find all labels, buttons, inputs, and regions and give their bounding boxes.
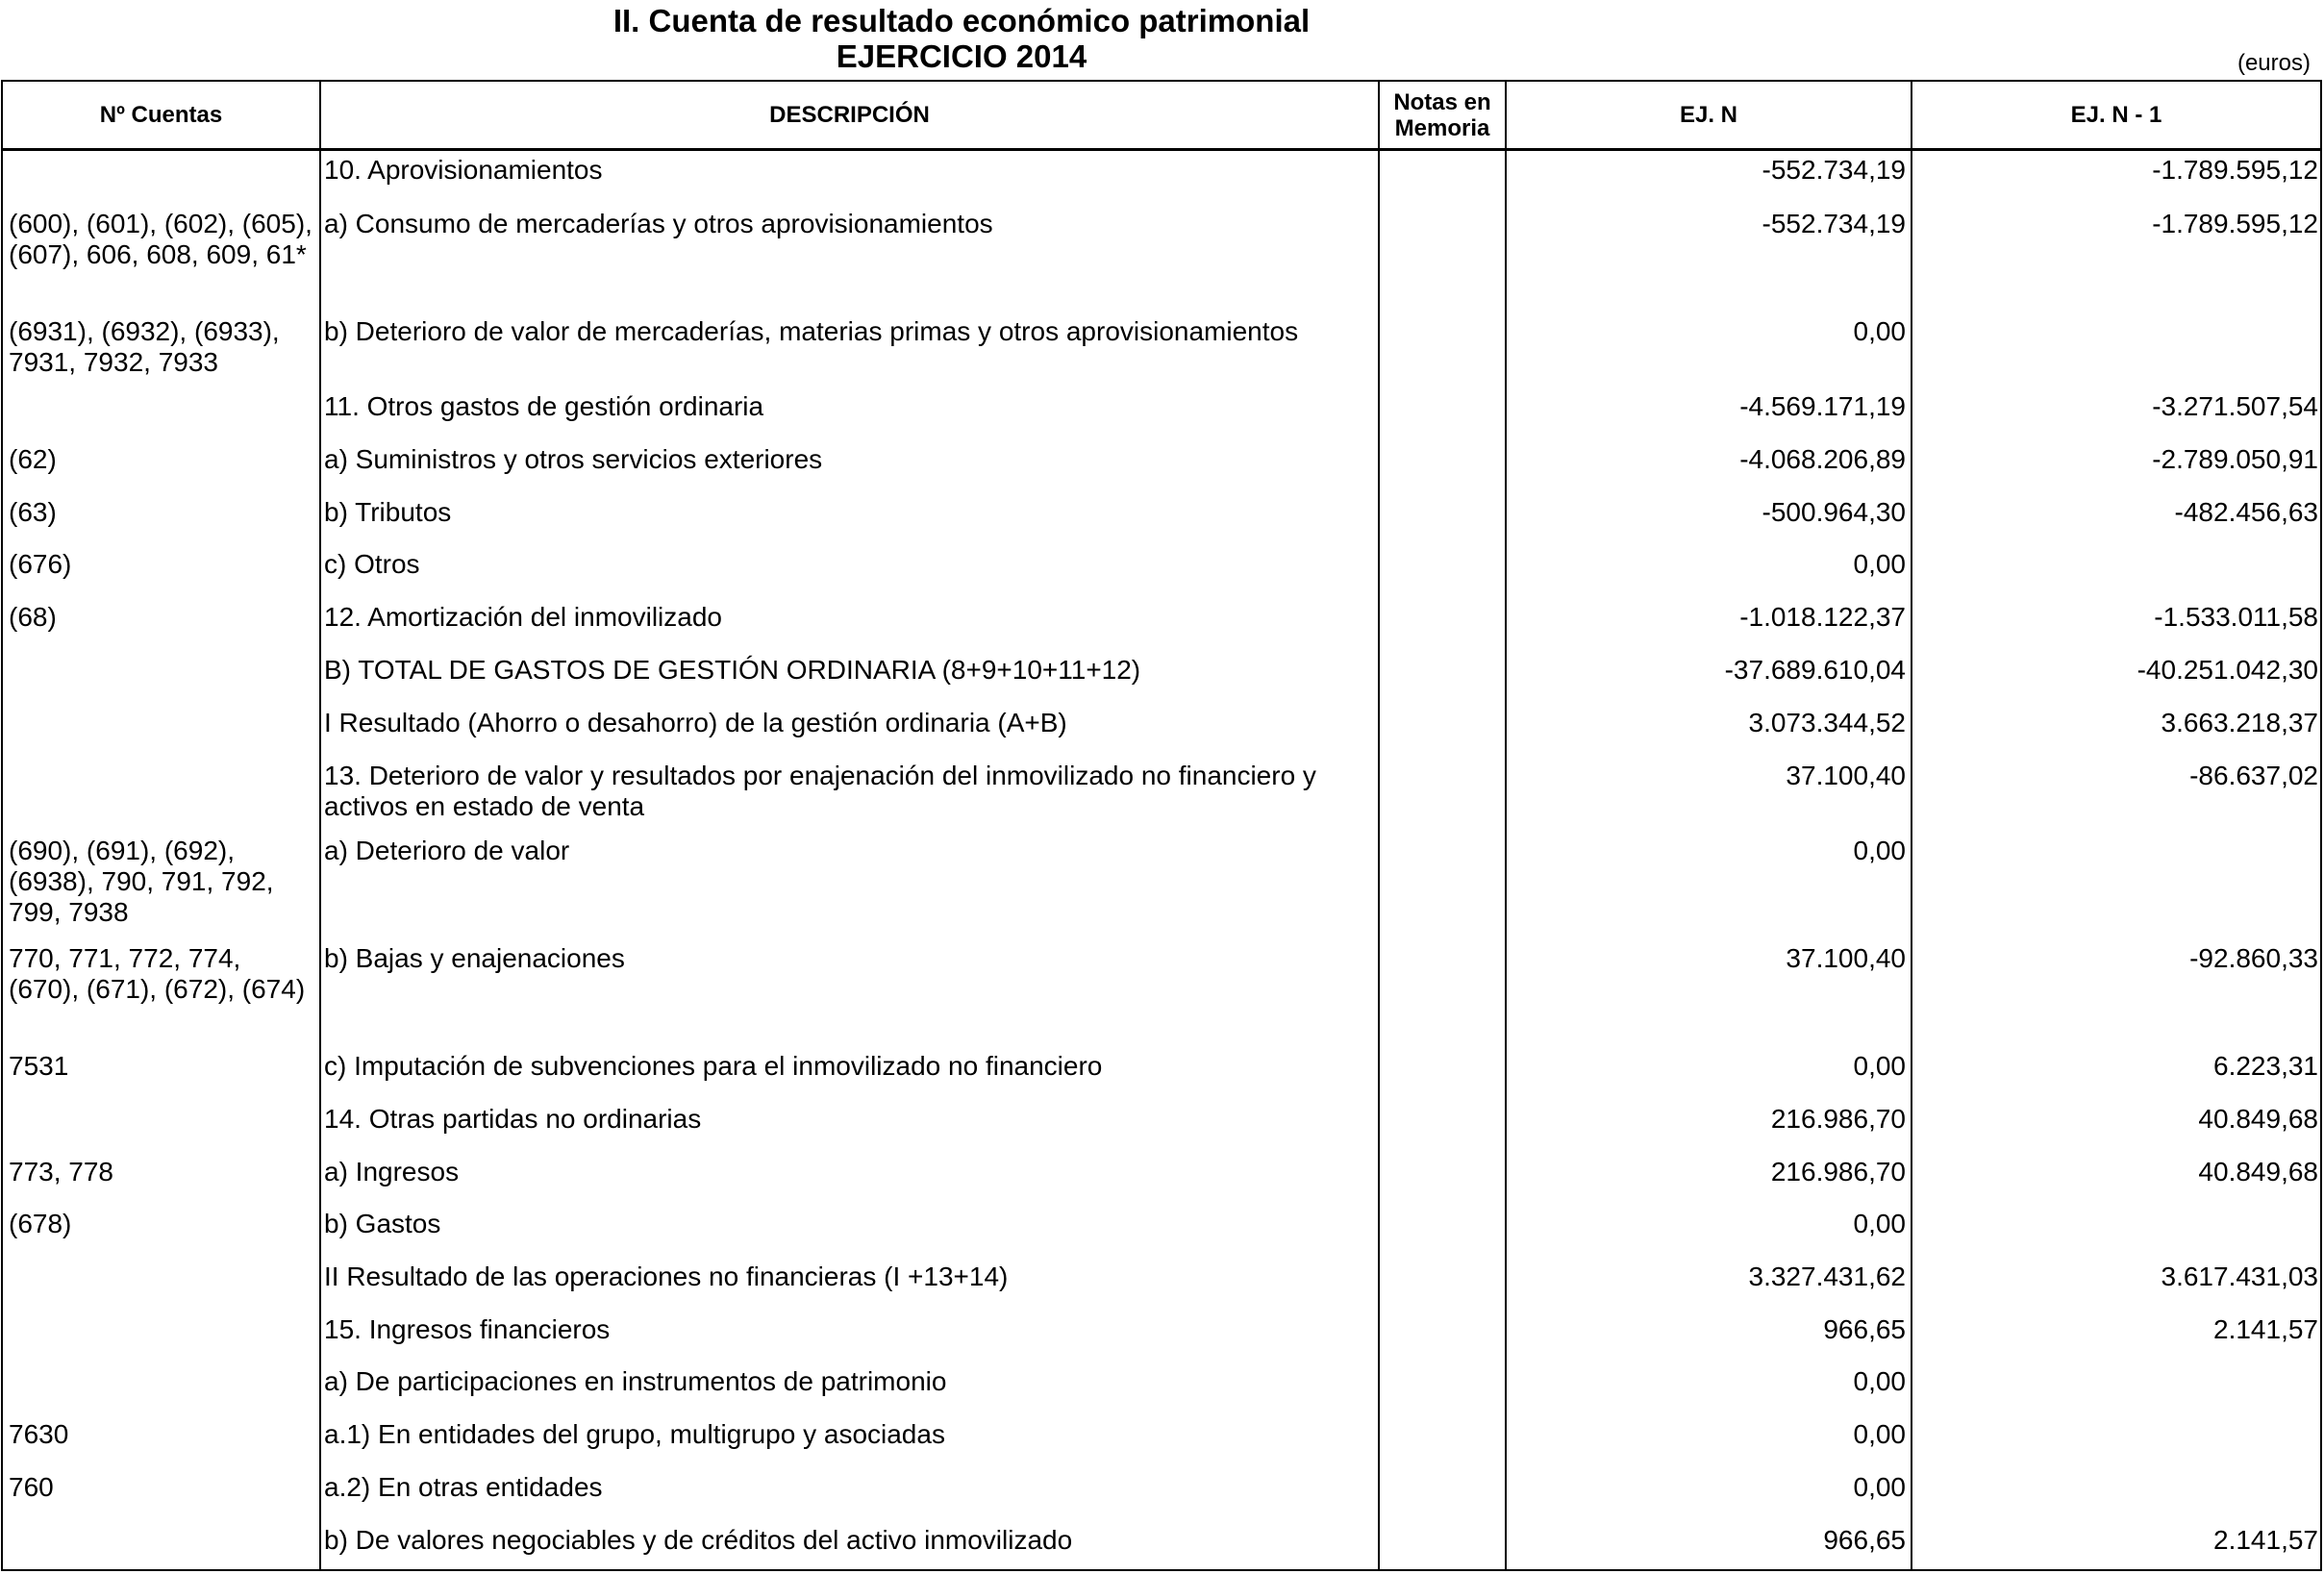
- results-table: [1, 80, 2322, 1571]
- row-accounts: (63): [9, 497, 57, 527]
- row-ej-n-1: -40.251.042,30: [2137, 655, 2318, 685]
- row-ej-n-1: -482.456,63: [2174, 497, 2318, 527]
- row-description: b) De valores negociables y de créditos del activo inmovilizado: [324, 1525, 1073, 1555]
- row-ej-n: 37.100,40: [1786, 761, 1906, 790]
- column-divider: [319, 82, 321, 1569]
- report-title: II. Cuenta de resultado económico patrimonial: [612, 3, 1311, 38]
- row-ej-n: 216.986,70: [1770, 1157, 1906, 1187]
- column-divider: [1378, 82, 1380, 1569]
- row-ej-n-1: -2.789.050,91: [2152, 444, 2318, 474]
- row-ej-n: 0,00: [1853, 316, 1906, 346]
- row-description: 15. Ingresos financieros: [324, 1314, 611, 1344]
- row-accounts: (600), (601), (602), (605), (607), 606, 608, 609, 61*: [9, 209, 312, 269]
- row-ej-n-1: 6.223,31: [2213, 1051, 2318, 1081]
- row-description: b) Tributos: [324, 497, 452, 527]
- row-description: c) Imputación de subvenciones para el inmovilizado no financiero: [324, 1051, 1103, 1081]
- row-accounts: 7531: [9, 1051, 69, 1081]
- row-description: 10. Aprovisionamientos: [324, 155, 603, 185]
- row-ej-n-1: -92.860,33: [2189, 943, 2318, 973]
- col-header-accounts: Nº Cuentas: [99, 102, 223, 128]
- row-ej-n-1: -1.533.011,58: [2154, 602, 2318, 632]
- row-ej-n-1: 3.617.431,03: [2161, 1262, 2318, 1291]
- row-ej-n: -552.734,19: [1762, 209, 1906, 238]
- row-description: a) Suministros y otros servicios exteriores: [324, 444, 823, 474]
- row-ej-n: 0,00: [1853, 1051, 1906, 1081]
- row-description: 12. Amortización del inmovilizado: [324, 602, 722, 632]
- row-accounts: 7630: [9, 1419, 69, 1449]
- row-ej-n-1: -1.789.595,12: [2152, 155, 2318, 185]
- row-ej-n-1: 40.849,68: [2198, 1157, 2318, 1187]
- row-accounts: 760: [9, 1472, 54, 1502]
- row-ej-n: 0,00: [1853, 1366, 1906, 1396]
- row-ej-n: -4.569.171,19: [1739, 391, 1906, 421]
- row-description: a) Ingresos: [324, 1157, 460, 1187]
- row-ej-n-1: 2.141,57: [2213, 1525, 2318, 1555]
- row-accounts: 770, 771, 772, 774, (670), (671), (672), (674): [9, 943, 306, 1004]
- row-description: b) Bajas y enajenaciones: [324, 943, 625, 973]
- row-accounts: 773, 778: [9, 1157, 113, 1187]
- row-ej-n: 0,00: [1853, 1472, 1906, 1502]
- row-accounts: (6931), (6932), (6933), 7931, 7932, 7933: [9, 316, 280, 377]
- row-ej-n-1: 40.849,68: [2198, 1104, 2318, 1134]
- row-description: a.2) En otras entidades: [324, 1472, 603, 1502]
- column-divider: [1505, 82, 1507, 1569]
- col-header-ej-n: EJ. N: [1679, 102, 1738, 128]
- col-header-notes-line2: Memoria: [1394, 114, 1490, 141]
- row-ej-n: 0,00: [1853, 836, 1906, 865]
- row-description: b) Deterioro de valor de mercaderías, materias primas y otros aprovisionamientos: [324, 316, 1299, 346]
- units-label: (euros): [2237, 50, 2311, 76]
- row-description: I Resultado (Ahorro o desahorro) de la gestión ordinaria (A+B): [324, 708, 1067, 737]
- table-header: [3, 82, 2320, 151]
- row-description: a.1) En entidades del grupo, multigrupo y asociadas: [324, 1419, 945, 1449]
- row-description: II Resultado de las operaciones no financieras (I +13+14): [324, 1262, 1009, 1291]
- row-ej-n: -552.734,19: [1762, 155, 1906, 185]
- row-ej-n: 0,00: [1853, 1419, 1906, 1449]
- row-ej-n-1: -1.789.595,12: [2152, 209, 2318, 238]
- row-description: 13. Deterioro de valor y resultados por enajenación del inmovilizado no financiero y activos en estado de venta: [324, 761, 1316, 821]
- row-ej-n: 3.327.431,62: [1748, 1262, 1906, 1291]
- col-header-notes-line1: Notas en: [1393, 88, 1491, 115]
- row-description: c) Otros: [324, 549, 420, 579]
- row-ej-n-1: 3.663.218,37: [2161, 708, 2318, 737]
- row-accounts: (690), (691), (692), (6938), 790, 791, 792, 799, 7938: [9, 836, 274, 927]
- row-description: 14. Otras partidas no ordinarias: [324, 1104, 702, 1134]
- row-description: B) TOTAL DE GASTOS DE GESTIÓN ORDINARIA (8+9+10+11+12): [324, 655, 1141, 685]
- row-ej-n-1: -86.637,02: [2189, 761, 2318, 790]
- row-accounts: (678): [9, 1209, 72, 1238]
- row-ej-n: 216.986,70: [1770, 1104, 1906, 1134]
- row-ej-n: -1.018.122,37: [1739, 602, 1906, 632]
- col-header-notes: [1380, 82, 1505, 148]
- row-description: a) Deterioro de valor: [324, 836, 570, 865]
- row-ej-n: -500.964,30: [1762, 497, 1906, 527]
- row-description: 11. Otros gastos de gestión ordinaria: [324, 391, 764, 421]
- row-ej-n: 3.073.344,52: [1748, 708, 1906, 737]
- report-subtitle: EJERCICIO 2014: [836, 38, 1087, 74]
- row-accounts: (62): [9, 444, 57, 474]
- row-ej-n-1: 2.141,57: [2213, 1314, 2318, 1344]
- row-ej-n-1: -3.271.507,54: [2152, 391, 2318, 421]
- row-accounts: (68): [9, 602, 57, 632]
- row-description: b) Gastos: [324, 1209, 441, 1238]
- row-ej-n: -4.068.206,89: [1739, 444, 1906, 474]
- row-ej-n: 966,65: [1823, 1525, 1906, 1555]
- row-description: a) Consumo de mercaderías y otros aprovisionamientos: [324, 209, 993, 238]
- row-description: a) De participaciones en instrumentos de patrimonio: [324, 1366, 947, 1396]
- row-ej-n: 0,00: [1853, 1209, 1906, 1238]
- row-ej-n: 0,00: [1853, 549, 1906, 579]
- column-divider: [1911, 82, 1912, 1569]
- row-accounts: (676): [9, 549, 72, 579]
- col-header-description: DESCRIPCIÓN: [769, 102, 930, 128]
- row-ej-n: -37.689.610,04: [1724, 655, 1906, 685]
- col-header-ej-n-1: EJ. N - 1: [2070, 102, 2162, 128]
- row-ej-n: 37.100,40: [1786, 943, 1906, 973]
- row-ej-n: 966,65: [1823, 1314, 1906, 1344]
